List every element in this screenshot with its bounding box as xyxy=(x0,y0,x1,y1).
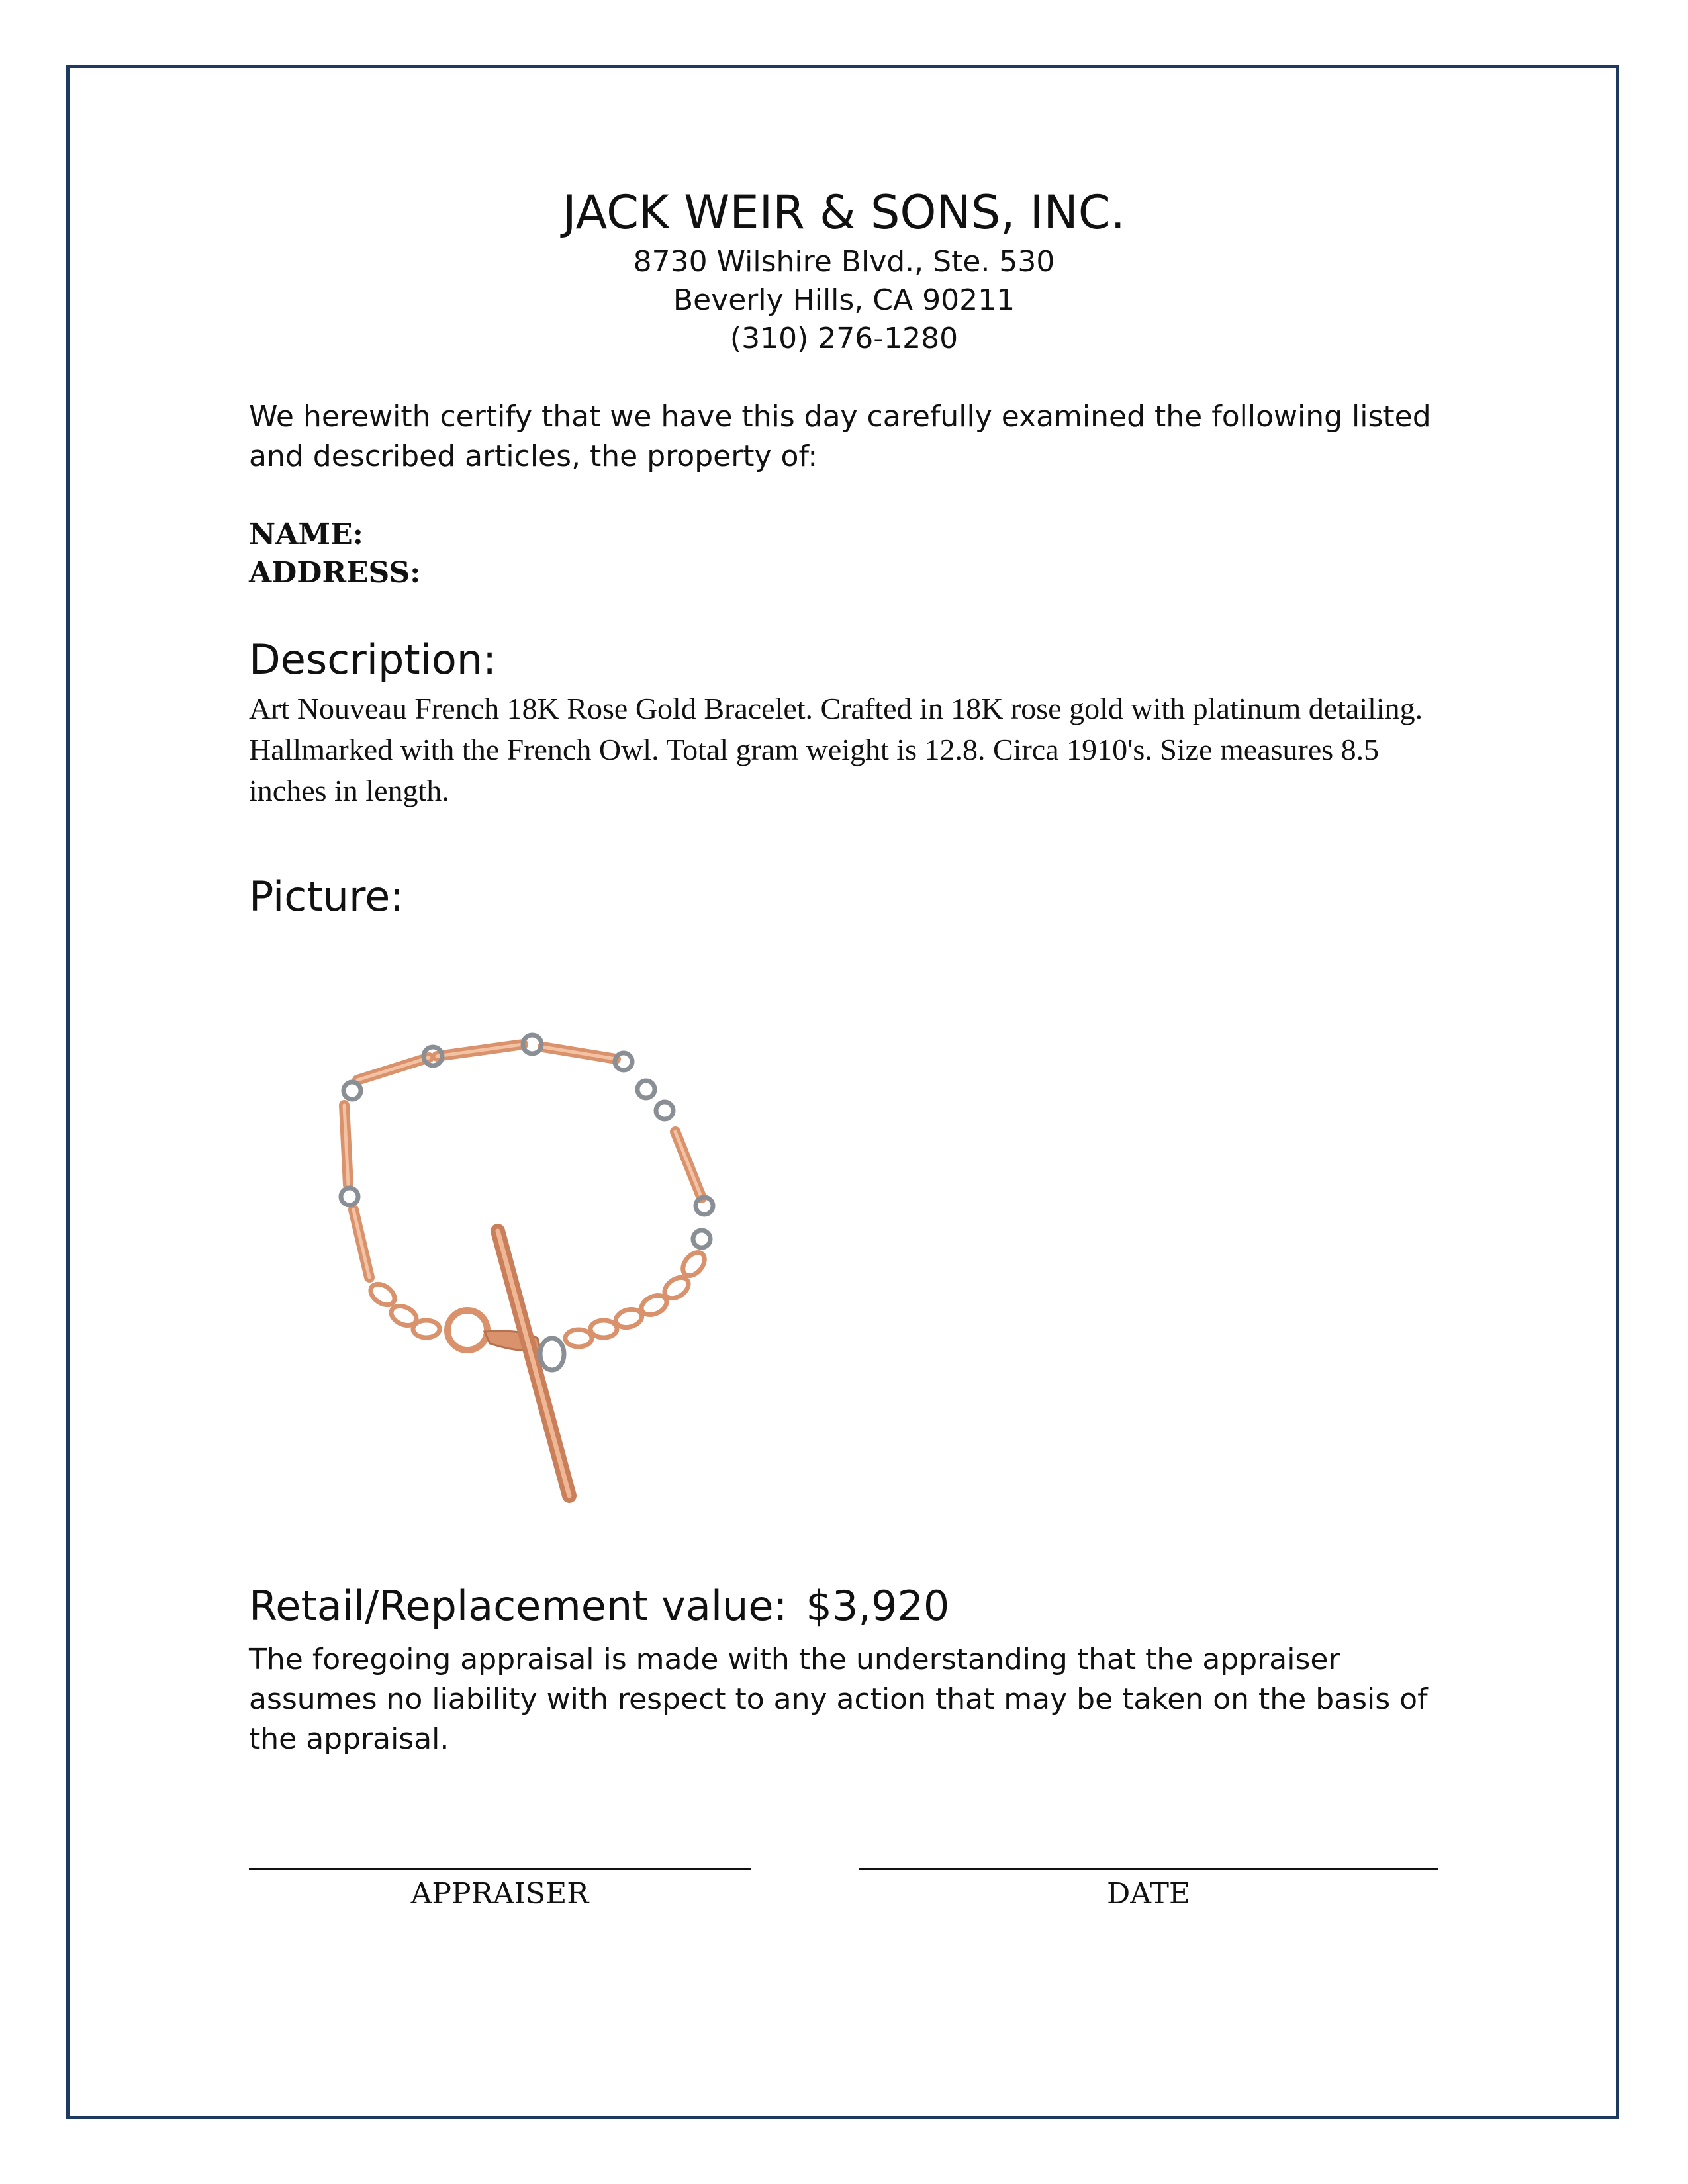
company-address-line2: Beverly Hills, CA 90211 xyxy=(673,283,1015,317)
certification-intro: We herewith certify that we have this day carefully examined the following listed and described articles, the property of: xyxy=(249,400,1431,473)
appraiser-label: APPRAISER xyxy=(410,1877,589,1911)
value-label: Retail/Replacement value: xyxy=(249,1582,788,1630)
company-phone: (310) 276-1280 xyxy=(729,322,959,355)
address-label: ADDRESS: xyxy=(249,556,421,590)
date-signature-line xyxy=(859,1868,1438,1870)
date-label: DATE xyxy=(1106,1877,1191,1911)
page-border xyxy=(66,65,1619,2119)
replacement-value xyxy=(249,1582,1460,1630)
disclaimer: The foregoing appraisal is made with the understanding that the appraiser assumes no liability with respect to any action that may be taken on the basis of the appraisal. xyxy=(249,1643,1428,1756)
bracelet-photo xyxy=(331,1032,755,1509)
name-label: NAME: xyxy=(249,518,363,551)
value-amount: $3,920 xyxy=(806,1582,950,1630)
company-address-line1: 8730 Wilshire Blvd., Ste. 530 xyxy=(633,245,1055,279)
description-body: Art Nouveau French 18K Rose Gold Bracelet. Crafted in 18K rose gold with platinum detailing. Hallmarked with the French Owl. Total gram weight is 12.8. Circa 1910's. Size measures 8.5 inches in length. xyxy=(249,692,1423,807)
appraiser-signature-line xyxy=(249,1868,751,1870)
picture-title: Picture: xyxy=(249,872,404,921)
company-name: JACK WEIR & SONS, INC. xyxy=(563,185,1125,240)
description-title: Description: xyxy=(249,635,496,684)
